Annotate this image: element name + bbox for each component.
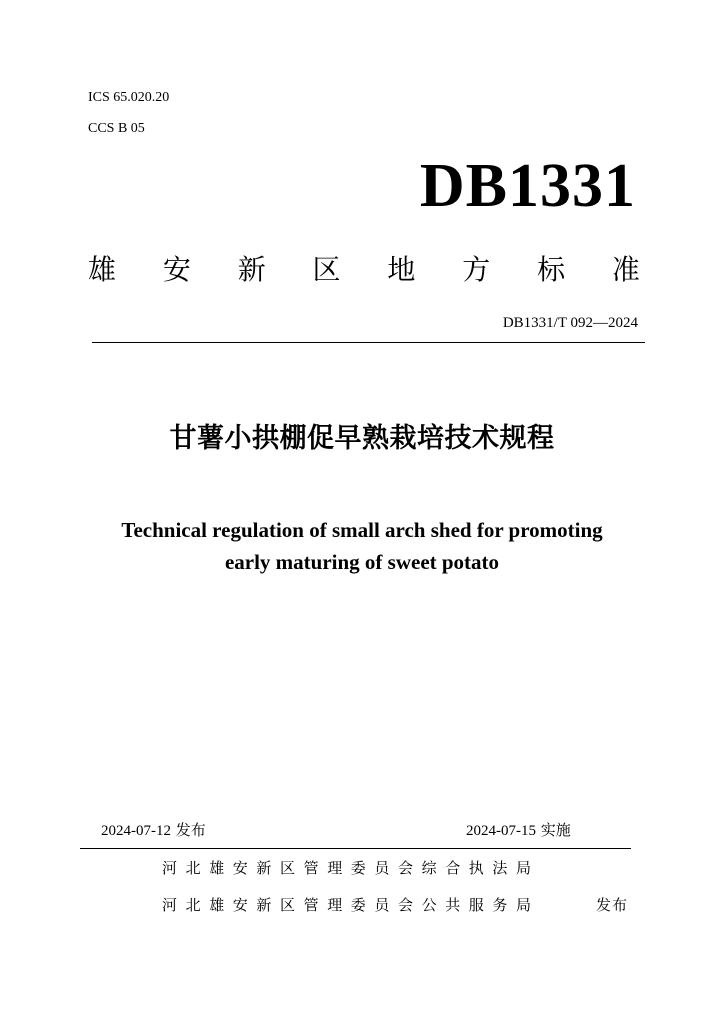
document-title-chinese: 甘薯小拱棚促早熟栽培技术规程 <box>169 423 555 454</box>
issue-date-label: 发布 <box>175 821 206 839</box>
issue-date <box>101 820 206 841</box>
standard-kind-char: 区 <box>312 253 341 286</box>
implementation-date-label: 实施 <box>540 821 571 839</box>
implementation-date <box>466 820 571 841</box>
standard-kind-char: 地 <box>387 253 416 286</box>
standard-kind-char: 准 <box>611 253 640 286</box>
header-divider <box>92 342 645 343</box>
standard-kind <box>88 250 640 290</box>
standard-kind-char: 标 <box>537 253 566 286</box>
standard-kind-char: 安 <box>162 253 191 286</box>
title-english-line-2: early maturing of sweet potato <box>224 550 500 574</box>
implementation-date-value: 2024-07-15 <box>466 823 536 839</box>
standard-kind-char: 雄 <box>88 253 117 286</box>
ics-code: ICS 65.020.20 <box>88 90 170 105</box>
standard-kind-char: 新 <box>237 253 266 286</box>
issuer-public-service-bureau: 河北雄安新区管理委员会公共服务局 <box>162 896 540 914</box>
title-english-line-1: Technical regulation of small arch shed for promoting <box>121 518 603 542</box>
issue-date-value: 2024-07-12 <box>101 823 171 839</box>
standard-kind-char: 方 <box>462 253 491 286</box>
footer-divider <box>80 848 631 849</box>
ccs-code: CCS B 05 <box>88 121 145 136</box>
document-title-english <box>0 514 724 578</box>
standard-code: DB1331 <box>419 152 636 220</box>
publish-label: 发布 <box>596 896 629 914</box>
standard-number: DB1331/T 092—2024 <box>502 315 638 331</box>
issuer-enforcement-bureau: 河北雄安新区管理委员会综合执法局 <box>162 859 540 877</box>
